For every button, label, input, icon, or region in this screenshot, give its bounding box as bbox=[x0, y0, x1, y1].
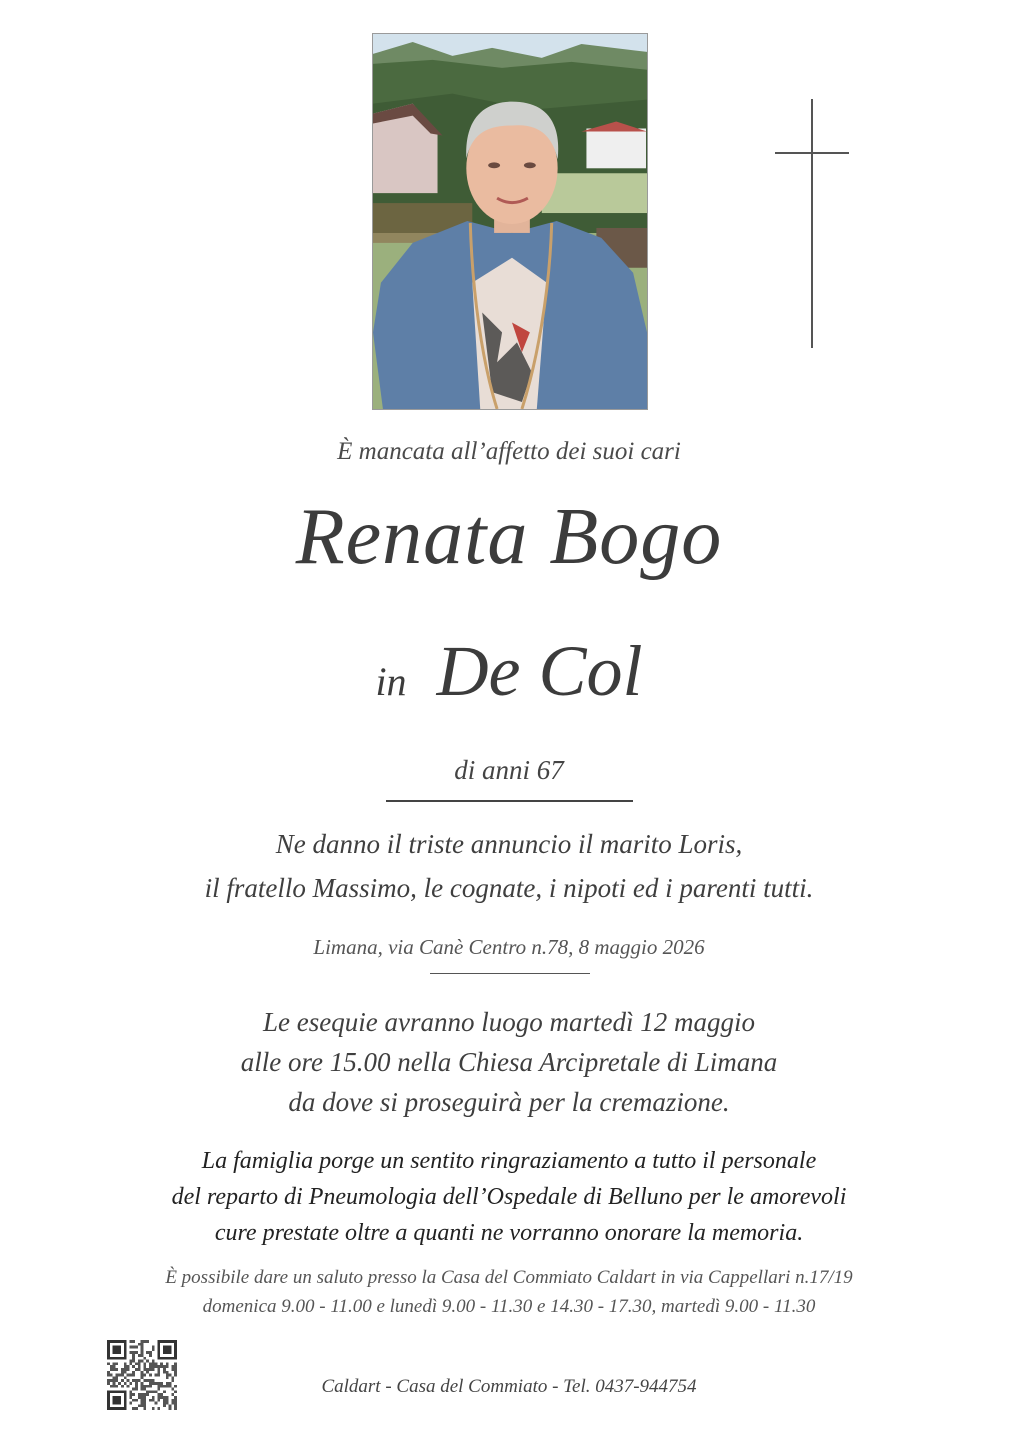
announcement bbox=[0, 822, 1018, 910]
announcement-line: Ne danno il triste annuncio il marito Loris, bbox=[275, 829, 743, 859]
cross-icon bbox=[775, 99, 849, 348]
divider bbox=[430, 973, 590, 974]
thanks-line: cure prestate oltre a quanti ne vorranno onorare la memoria. bbox=[214, 1220, 804, 1246]
visitation-info bbox=[0, 1263, 1018, 1321]
announcement-line: il fratello Massimo, le cognate, i nipoti ed i parenti tutti. bbox=[204, 873, 814, 903]
place-date: Limana, via Canè Centro n.78, 8 maggio 2026 bbox=[313, 935, 705, 959]
visitation-line: domenica 9.00 - 11.00 e lunedì 9.00 - 11.30 e 14.30 - 17.30, martedì 9.00 - 11.30 bbox=[202, 1296, 816, 1317]
portrait-photo bbox=[372, 33, 648, 410]
funeral-line: da dove si proseguirà per la cremazione. bbox=[288, 1087, 730, 1117]
divider bbox=[386, 800, 633, 802]
qr-code[interactable] bbox=[107, 1340, 177, 1410]
deceased-name: Renata Bogo bbox=[295, 493, 723, 581]
age-text: di anni 67 bbox=[454, 755, 564, 785]
married-name bbox=[0, 630, 1018, 713]
married-surname: De Col bbox=[436, 631, 643, 711]
visitation-line: È possibile dare un saluto presso la Casa del Commiato Caldart in via Cappellari n.17/19 bbox=[165, 1267, 853, 1288]
intro-text: È mancata all’affetto dei suoi cari bbox=[337, 438, 681, 465]
funeral-line: Le esequie avranno luogo martedì 12 maggio bbox=[263, 1007, 755, 1037]
funeral-line: alle ore 15.00 nella Chiesa Arcipretale di Limana bbox=[240, 1047, 778, 1077]
funeral-details bbox=[0, 1002, 1018, 1122]
thanks-message bbox=[0, 1143, 1018, 1251]
thanks-line: del reparto di Pneumologia dell’Ospedale di Belluno per le amorevoli bbox=[171, 1184, 847, 1210]
married-prefix: in bbox=[375, 659, 407, 704]
thanks-line: La famiglia porge un sentito ringraziamento a tutto il personale bbox=[201, 1148, 817, 1174]
footer-contact: Caldart - Casa del Commiato - Tel. 0437-944754 bbox=[321, 1376, 697, 1397]
